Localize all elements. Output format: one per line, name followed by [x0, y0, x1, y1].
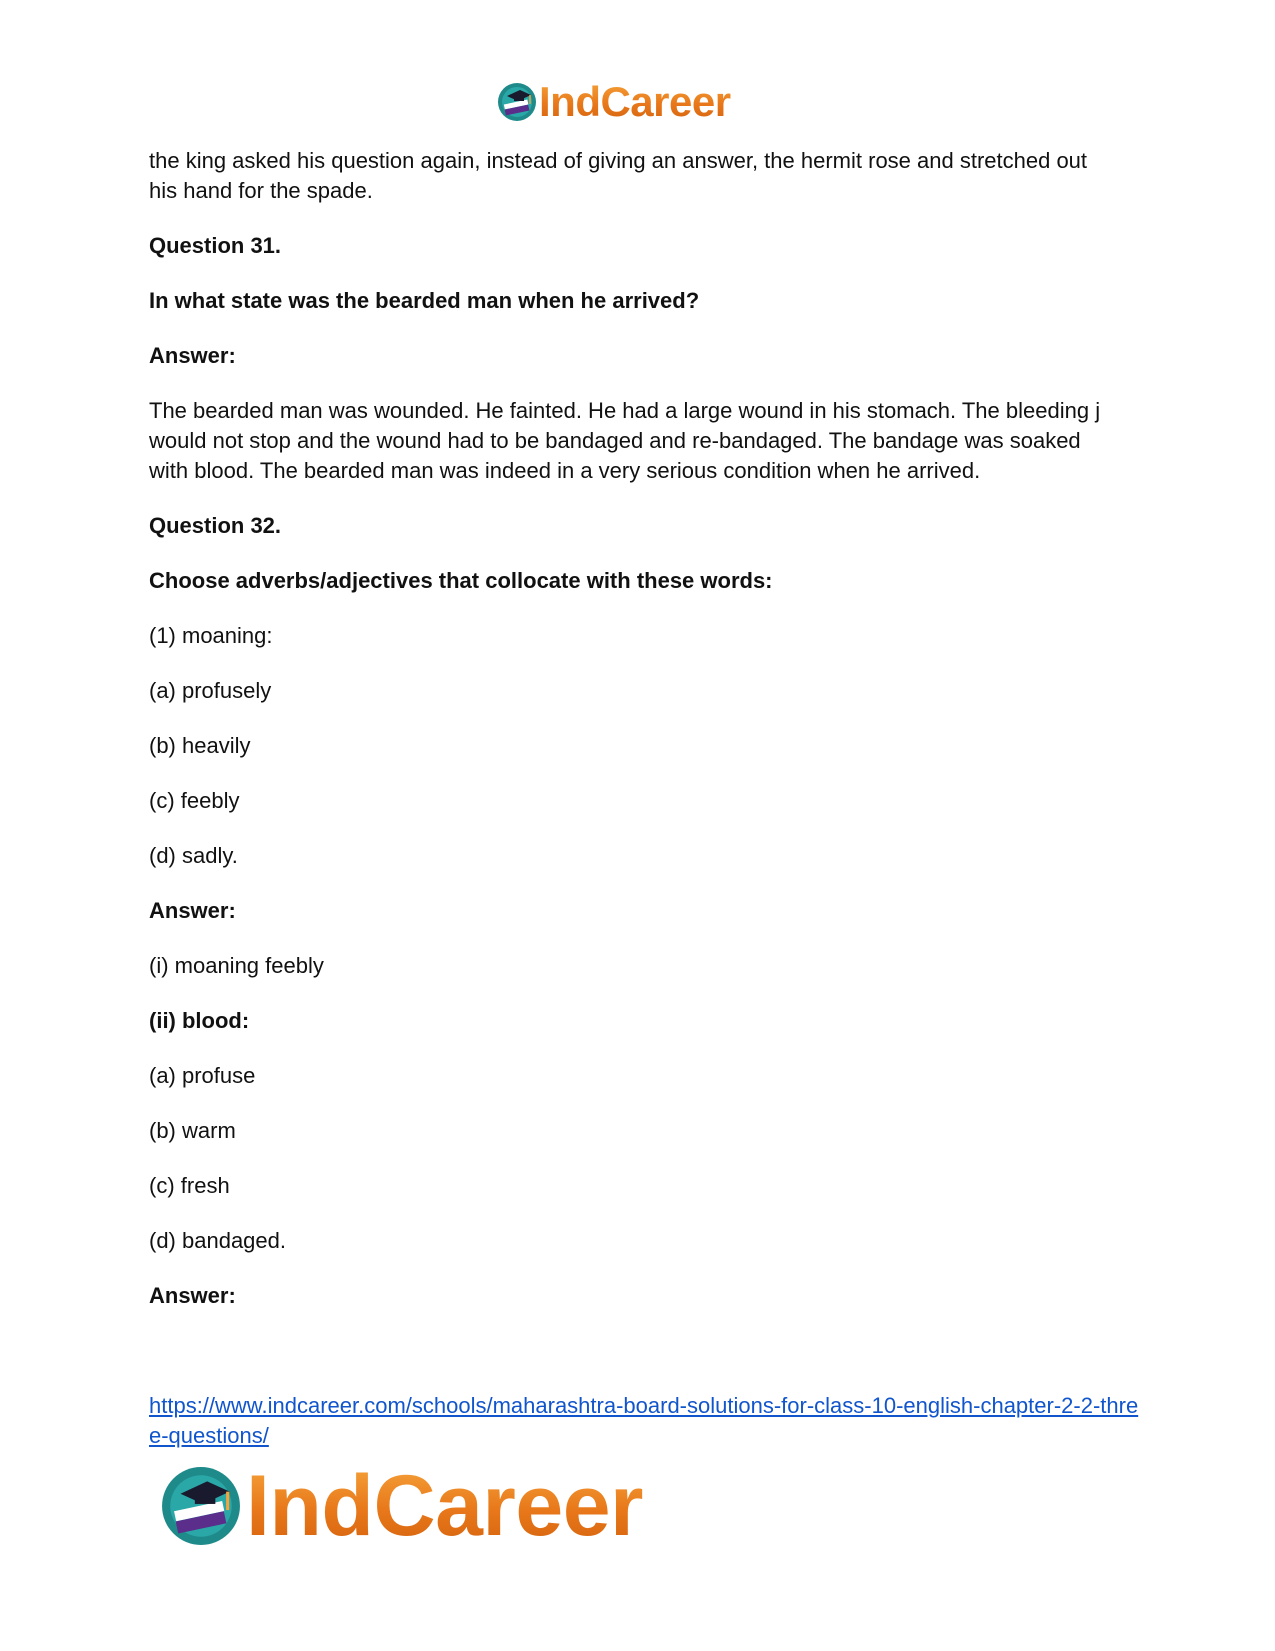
part-2-option: (c) fresh	[149, 1173, 230, 1198]
part-1-option: (c) feebly	[149, 788, 240, 813]
intro-paragraph: the king asked his question again, instead of giving an answer, the hermit rose and stretched out his hand for the spade.	[149, 148, 1088, 203]
question-32-text: Choose adverbs/adjectives that collocate with these words:	[149, 568, 773, 593]
part-1-option: (a) profusely	[149, 678, 272, 703]
question-32-label: Question 32.	[149, 513, 282, 538]
question-31-answer: The bearded man was wounded. He fainted. He had a large wound in his stomach. The bleeding j would not stop and the wound had to be bandaged and re-bandaged. The bandage was soaked with blood. The bearded man was indeed in a very serious condition when he arrived.	[149, 398, 1101, 483]
part-2-option: (d) bandaged.	[149, 1228, 286, 1253]
part-1-option: (d) sadly.	[149, 843, 238, 868]
question-31-answer-label: Answer:	[149, 343, 236, 368]
footer-logo	[160, 1458, 643, 1554]
logo-wordmark: IndCareer	[246, 1458, 643, 1554]
part-1-answer-label: Answer:	[149, 898, 236, 923]
part-1-title: (1) moaning:	[149, 623, 273, 648]
header-logo	[497, 80, 731, 124]
source-url-link[interactable]: https://www.indcareer.com/schools/maharashtra-board-solutions-for-class-10-english-chapter-2-2-three-questions/	[149, 1393, 1139, 1448]
part-2-title: (ii) blood:	[149, 1008, 250, 1033]
question-31-text: In what state was the bearded man when he arrived?	[149, 288, 700, 313]
part-2-answer-label: Answer:	[149, 1283, 236, 1308]
graduation-book-icon	[497, 82, 537, 122]
part-1-option: (b) heavily	[149, 733, 251, 758]
graduation-book-icon	[160, 1465, 242, 1547]
logo-wordmark: IndCareer	[539, 78, 731, 125]
part-2-option: (a) profuse	[149, 1063, 256, 1088]
part-2-option: (b) warm	[149, 1118, 236, 1143]
part-1-answer: (i) moaning feebly	[149, 953, 324, 978]
question-31-label: Question 31.	[149, 233, 282, 258]
document-body	[149, 146, 1109, 1311]
